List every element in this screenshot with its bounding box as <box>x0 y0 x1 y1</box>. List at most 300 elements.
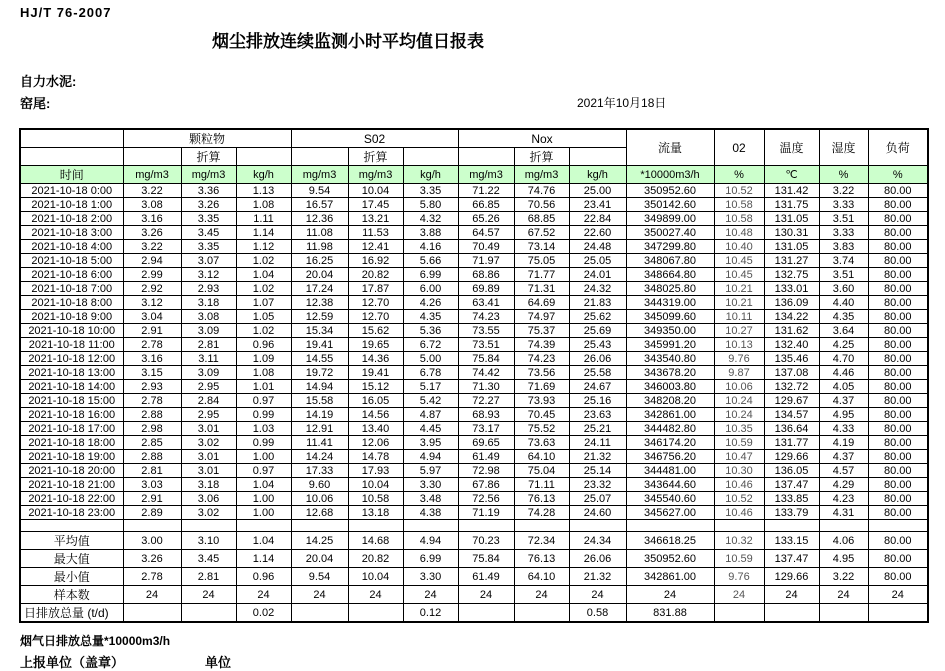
value-cell: 0.96 <box>236 338 291 352</box>
header-converted-particulate: 折算 <box>181 148 236 166</box>
header-humidity: 湿度 <box>819 129 868 166</box>
value-cell: 4.23 <box>819 492 868 506</box>
value-cell: 66.85 <box>458 198 514 212</box>
table-row <box>20 436 928 450</box>
time-cell: 2021-10-18 19:00 <box>20 450 123 464</box>
value-cell: 74.28 <box>514 506 569 520</box>
value-cell: 9.60 <box>291 478 348 492</box>
time-cell: 2021-10-18 1:00 <box>20 198 123 212</box>
spacer-cell <box>514 520 569 532</box>
value-cell: 3.51 <box>819 268 868 282</box>
value-cell: 75.04 <box>514 464 569 478</box>
table-row <box>20 282 928 296</box>
table-row <box>20 184 928 198</box>
value-cell: 80.00 <box>868 268 928 282</box>
value-cell: 136.05 <box>764 464 819 478</box>
value-cell: 137.08 <box>764 366 819 380</box>
header-temperature: 温度 <box>764 129 819 166</box>
value-cell: 1.05 <box>236 310 291 324</box>
time-cell: 2021-10-18 2:00 <box>20 212 123 226</box>
value-cell: 10.32 <box>714 532 764 550</box>
value-cell: 11.98 <box>291 240 348 254</box>
value-cell: 3.18 <box>181 478 236 492</box>
value-cell: 1.08 <box>236 198 291 212</box>
value-cell: 2.93 <box>181 282 236 296</box>
value-cell: 10.35 <box>714 422 764 436</box>
unit-cell: mg/m3 <box>181 166 236 184</box>
spacer-cell <box>181 520 236 532</box>
value-cell: 26.06 <box>569 352 626 366</box>
value-cell: 4.40 <box>819 296 868 310</box>
value-cell: 16.92 <box>348 254 403 268</box>
value-cell: 80.00 <box>868 532 928 550</box>
value-cell: 3.09 <box>181 366 236 380</box>
value-cell: 23.32 <box>569 478 626 492</box>
value-cell: 3.35 <box>181 212 236 226</box>
value-cell: 2.78 <box>123 394 181 408</box>
value-cell: 3.03 <box>123 478 181 492</box>
value-cell: 68.93 <box>458 408 514 422</box>
value-cell: 10.04 <box>348 184 403 198</box>
value-cell: 4.31 <box>819 506 868 520</box>
value-cell: 2.88 <box>123 408 181 422</box>
value-cell: 15.34 <box>291 324 348 338</box>
value-cell: 132.72 <box>764 380 819 394</box>
value-cell: 346174.20 <box>626 436 714 450</box>
value-cell: 25.14 <box>569 464 626 478</box>
value-cell: 1.02 <box>236 254 291 268</box>
time-cell: 2021-10-18 10:00 <box>20 324 123 338</box>
value-cell: 12.91 <box>291 422 348 436</box>
table-row <box>20 408 928 422</box>
value-cell: 25.05 <box>569 254 626 268</box>
value-cell: 9.87 <box>714 366 764 380</box>
table-row <box>20 506 928 520</box>
value-cell: 24.32 <box>569 282 626 296</box>
value-cell: 72.34 <box>514 532 569 550</box>
value-cell: 20.04 <box>291 268 348 282</box>
value-cell: 20.82 <box>348 268 403 282</box>
value-cell: 9.54 <box>291 568 348 586</box>
value-cell: 25.21 <box>569 422 626 436</box>
value-cell: 3.33 <box>819 198 868 212</box>
value-cell: 80.00 <box>868 464 928 478</box>
value-cell: 10.52 <box>714 492 764 506</box>
value-cell: 24 <box>458 586 514 604</box>
value-cell: 3.22 <box>819 568 868 586</box>
value-cell: 0.97 <box>236 394 291 408</box>
value-cell: 72.56 <box>458 492 514 506</box>
value-cell: 80.00 <box>868 352 928 366</box>
value-cell: 343540.80 <box>626 352 714 366</box>
time-cell: 2021-10-18 7:00 <box>20 282 123 296</box>
value-cell: 24 <box>514 586 569 604</box>
value-cell: 2.84 <box>181 394 236 408</box>
value-cell: 72.98 <box>458 464 514 478</box>
value-cell: 70.56 <box>514 198 569 212</box>
value-cell: 831.88 <box>626 604 714 623</box>
value-cell: 2.89 <box>123 506 181 520</box>
value-cell: 24 <box>348 586 403 604</box>
spacer-cell <box>819 520 868 532</box>
header-group-particulate: 颗粒物 <box>123 129 291 148</box>
value-cell: 24 <box>714 586 764 604</box>
value-cell: 74.23 <box>514 352 569 366</box>
value-cell: 14.94 <box>291 380 348 394</box>
value-cell: 64.10 <box>514 568 569 586</box>
value-cell: 4.05 <box>819 380 868 394</box>
value-cell: 72.27 <box>458 394 514 408</box>
value-cell: 10.21 <box>714 282 764 296</box>
value-cell: 65.26 <box>458 212 514 226</box>
value-cell: 130.31 <box>764 226 819 240</box>
value-cell: 80.00 <box>868 506 928 520</box>
value-cell: 4.70 <box>819 352 868 366</box>
value-cell: 3.01 <box>181 422 236 436</box>
value-cell: 348025.80 <box>626 282 714 296</box>
value-cell: 132.40 <box>764 338 819 352</box>
value-cell: 347299.80 <box>626 240 714 254</box>
value-cell: 3.26 <box>123 226 181 240</box>
value-cell: 350952.60 <box>626 184 714 198</box>
table-row <box>20 450 928 464</box>
summary-label: 最小值 <box>20 568 123 586</box>
value-cell: 1.00 <box>236 492 291 506</box>
value-cell: 22.60 <box>569 226 626 240</box>
time-header: 时间 <box>20 166 123 184</box>
value-cell: 24.34 <box>569 532 626 550</box>
value-cell: 1.14 <box>236 550 291 568</box>
header-o2: 02 <box>714 129 764 166</box>
value-cell: 23.41 <box>569 198 626 212</box>
header-flow: 流量 <box>626 129 714 166</box>
value-cell: 5.97 <box>403 464 458 478</box>
value-cell: 24 <box>181 586 236 604</box>
value-cell: 342861.00 <box>626 408 714 422</box>
value-cell: 24.67 <box>569 380 626 394</box>
header-empty-cell <box>569 148 626 166</box>
value-cell: 3.08 <box>181 310 236 324</box>
value-cell: 25.16 <box>569 394 626 408</box>
value-cell: 14.25 <box>291 532 348 550</box>
value-cell: 25.43 <box>569 338 626 352</box>
value-cell: 3.11 <box>181 352 236 366</box>
header-group-so2: S02 <box>291 129 458 148</box>
value-cell: 132.75 <box>764 268 819 282</box>
unit-cell: % <box>819 166 868 184</box>
value-cell: 17.87 <box>348 282 403 296</box>
value-cell: 10.47 <box>714 450 764 464</box>
summary-label: 样本数 <box>20 586 123 604</box>
value-cell: 24.48 <box>569 240 626 254</box>
value-cell: 63.41 <box>458 296 514 310</box>
spacer-cell <box>569 520 626 532</box>
time-cell: 2021-10-18 14:00 <box>20 380 123 394</box>
value-cell: 74.39 <box>514 338 569 352</box>
value-cell: 80.00 <box>868 212 928 226</box>
value-cell: 3.12 <box>181 268 236 282</box>
value-cell: 80.00 <box>868 492 928 506</box>
value-cell: 69.65 <box>458 436 514 450</box>
unit-cell: ℃ <box>764 166 819 184</box>
value-cell: 129.66 <box>764 568 819 586</box>
value-cell: 80.00 <box>868 198 928 212</box>
value-cell: 3.01 <box>181 450 236 464</box>
value-cell: 12.70 <box>348 296 403 310</box>
value-cell: 80.00 <box>868 226 928 240</box>
value-cell: 348067.80 <box>626 254 714 268</box>
header-group-row <box>20 129 928 148</box>
value-cell: 3.45 <box>181 550 236 568</box>
value-cell: 3.16 <box>123 352 181 366</box>
table-row <box>20 338 928 352</box>
value-cell: 67.52 <box>514 226 569 240</box>
value-cell: 70.23 <box>458 532 514 550</box>
table-row <box>20 310 928 324</box>
value-cell: 10.13 <box>714 338 764 352</box>
spacer-cell <box>123 520 181 532</box>
value-cell: 4.19 <box>819 436 868 450</box>
value-cell: 3.08 <box>123 198 181 212</box>
value-cell: 2.85 <box>123 436 181 450</box>
value-cell: 71.77 <box>514 268 569 282</box>
spacer-cell <box>868 520 928 532</box>
value-cell: 69.89 <box>458 282 514 296</box>
value-cell: 4.35 <box>819 310 868 324</box>
value-cell: 25.58 <box>569 366 626 380</box>
value-cell: 73.17 <box>458 422 514 436</box>
value-cell: 3.45 <box>181 226 236 240</box>
time-cell: 2021-10-18 9:00 <box>20 310 123 324</box>
value-cell: 3.02 <box>181 436 236 450</box>
value-cell: 24.11 <box>569 436 626 450</box>
header-load: 负荷 <box>868 129 928 166</box>
value-cell: 70.45 <box>514 408 569 422</box>
table-row <box>20 464 928 478</box>
value-cell: 80.00 <box>868 478 928 492</box>
value-cell: 345627.00 <box>626 506 714 520</box>
value-cell: 1.00 <box>236 506 291 520</box>
value-cell: 135.46 <box>764 352 819 366</box>
spacer-cell <box>20 520 123 532</box>
value-cell: 75.05 <box>514 254 569 268</box>
time-cell: 2021-10-18 22:00 <box>20 492 123 506</box>
value-cell: 0.12 <box>403 604 458 623</box>
value-cell: 1.04 <box>236 532 291 550</box>
value-cell: 6.99 <box>403 268 458 282</box>
value-cell: 10.27 <box>714 324 764 338</box>
value-cell: 3.36 <box>181 184 236 198</box>
value-cell: 2.78 <box>123 338 181 352</box>
value-cell: 80.00 <box>868 310 928 324</box>
value-cell: 10.21 <box>714 296 764 310</box>
value-cell: 131.75 <box>764 198 819 212</box>
value-cell: 4.37 <box>819 450 868 464</box>
value-cell: 4.94 <box>403 532 458 550</box>
time-cell: 2021-10-18 12:00 <box>20 352 123 366</box>
value-cell: 3.15 <box>123 366 181 380</box>
value-cell: 0.96 <box>236 568 291 586</box>
value-cell: 14.36 <box>348 352 403 366</box>
value-cell: 13.18 <box>348 506 403 520</box>
value-cell: 3.12 <box>123 296 181 310</box>
value-cell: 3.88 <box>403 226 458 240</box>
value-cell: 2.81 <box>181 338 236 352</box>
value-cell: 80.00 <box>868 450 928 464</box>
value-cell: 4.38 <box>403 506 458 520</box>
value-cell: 6.00 <box>403 282 458 296</box>
value-cell: 71.31 <box>514 282 569 296</box>
value-cell: 134.57 <box>764 408 819 422</box>
value-cell: 3.22 <box>123 240 181 254</box>
spacer-cell <box>291 520 348 532</box>
value-cell: 12.06 <box>348 436 403 450</box>
table-row <box>20 240 928 254</box>
time-cell: 2021-10-18 23:00 <box>20 506 123 520</box>
value-cell: 10.04 <box>348 478 403 492</box>
table-row <box>20 492 928 506</box>
header-empty-cell <box>20 129 123 148</box>
value-cell: 4.37 <box>819 394 868 408</box>
value-cell: 14.78 <box>348 450 403 464</box>
value-cell: 23.63 <box>569 408 626 422</box>
value-cell: 9.54 <box>291 184 348 198</box>
value-cell: 1.13 <box>236 184 291 198</box>
value-cell: 12.36 <box>291 212 348 226</box>
spacer-row <box>20 520 928 532</box>
value-cell: 2.99 <box>123 268 181 282</box>
value-cell: 70.49 <box>458 240 514 254</box>
time-cell: 2021-10-18 18:00 <box>20 436 123 450</box>
value-cell: 21.32 <box>569 450 626 464</box>
value-cell: 16.57 <box>291 198 348 212</box>
value-cell: 64.57 <box>458 226 514 240</box>
table-row <box>20 212 928 226</box>
value-cell: 71.97 <box>458 254 514 268</box>
report-date: 2021年10月18日 <box>577 96 667 110</box>
value-cell: 3.60 <box>819 282 868 296</box>
value-cell: 75.84 <box>458 550 514 568</box>
header-empty-cell <box>458 148 514 166</box>
value-cell: 11.41 <box>291 436 348 450</box>
value-cell: 10.58 <box>348 492 403 506</box>
spacer-cell <box>714 520 764 532</box>
value-cell: 1.11 <box>236 212 291 226</box>
value-cell: 10.52 <box>714 184 764 198</box>
value-cell: 137.47 <box>764 478 819 492</box>
value-cell: 12.38 <box>291 296 348 310</box>
value-cell: 345991.20 <box>626 338 714 352</box>
table-row <box>20 254 928 268</box>
value-cell: 3.07 <box>181 254 236 268</box>
value-cell: 24 <box>868 586 928 604</box>
value-cell: 3.30 <box>403 478 458 492</box>
value-cell: 71.30 <box>458 380 514 394</box>
value-cell: 5.36 <box>403 324 458 338</box>
summary-row <box>20 550 928 568</box>
value-cell: 350142.60 <box>626 198 714 212</box>
value-cell: 3.35 <box>403 184 458 198</box>
time-cell: 2021-10-18 6:00 <box>20 268 123 282</box>
table-row <box>20 422 928 436</box>
value-cell: 2.94 <box>123 254 181 268</box>
value-cell: 80.00 <box>868 408 928 422</box>
value-cell: 4.06 <box>819 532 868 550</box>
value-cell: 129.67 <box>764 394 819 408</box>
time-cell: 2021-10-18 16:00 <box>20 408 123 422</box>
value-cell: 71.22 <box>458 184 514 198</box>
value-cell: 4.33 <box>819 422 868 436</box>
value-cell: 4.26 <box>403 296 458 310</box>
summary-label: 日排放总量 (t/d) <box>20 604 123 623</box>
header-empty-cell <box>123 148 181 166</box>
value-cell: 19.41 <box>348 366 403 380</box>
value-cell: 80.00 <box>868 296 928 310</box>
value-cell: 13.40 <box>348 422 403 436</box>
company-label: 自力水泥: <box>20 74 77 89</box>
value-cell: 342861.00 <box>626 568 714 586</box>
spacer-cell <box>348 520 403 532</box>
value-cell: 61.49 <box>458 568 514 586</box>
value-cell: 1.08 <box>236 366 291 380</box>
value-cell: 14.19 <box>291 408 348 422</box>
value-cell: 6.78 <box>403 366 458 380</box>
value-cell: 133.01 <box>764 282 819 296</box>
value-cell: 344319.00 <box>626 296 714 310</box>
table-row <box>20 394 928 408</box>
value-cell: 0.97 <box>236 464 291 478</box>
value-cell: 26.06 <box>569 550 626 568</box>
value-cell: 14.55 <box>291 352 348 366</box>
value-cell <box>348 604 403 623</box>
value-cell: 15.12 <box>348 380 403 394</box>
value-cell: 76.13 <box>514 550 569 568</box>
unit-cell: mg/m3 <box>458 166 514 184</box>
standard-code: HJ/T 76-2007 <box>20 5 112 20</box>
header-converted-nox: 折算 <box>514 148 569 166</box>
unit-cell: kg/h <box>236 166 291 184</box>
value-cell: 25.62 <box>569 310 626 324</box>
unit-cell: mg/m3 <box>348 166 403 184</box>
value-cell: 21.83 <box>569 296 626 310</box>
value-cell: 80.00 <box>868 240 928 254</box>
unit-cell: mg/m3 <box>291 166 348 184</box>
table-row <box>20 268 928 282</box>
value-cell: 17.45 <box>348 198 403 212</box>
value-cell: 17.33 <box>291 464 348 478</box>
value-cell: 2.95 <box>181 380 236 394</box>
value-cell: 80.00 <box>868 324 928 338</box>
value-cell: 136.09 <box>764 296 819 310</box>
value-cell: 344481.00 <box>626 464 714 478</box>
value-cell: 1.09 <box>236 352 291 366</box>
header-empty-cell <box>291 148 348 166</box>
value-cell: 10.59 <box>714 550 764 568</box>
unit-cell: mg/m3 <box>514 166 569 184</box>
summary-label: 平均值 <box>20 532 123 550</box>
value-cell: 6.99 <box>403 550 458 568</box>
table-row <box>20 380 928 394</box>
value-cell: 1.02 <box>236 282 291 296</box>
header-empty-cell <box>20 148 123 166</box>
value-cell: 19.65 <box>348 338 403 352</box>
value-cell: 3.48 <box>403 492 458 506</box>
value-cell: 24.01 <box>569 268 626 282</box>
value-cell: 348664.80 <box>626 268 714 282</box>
report-unit-label: 上报单位（盖章） <box>20 655 125 670</box>
value-cell: 76.13 <box>514 492 569 506</box>
value-cell: 2.95 <box>181 408 236 422</box>
